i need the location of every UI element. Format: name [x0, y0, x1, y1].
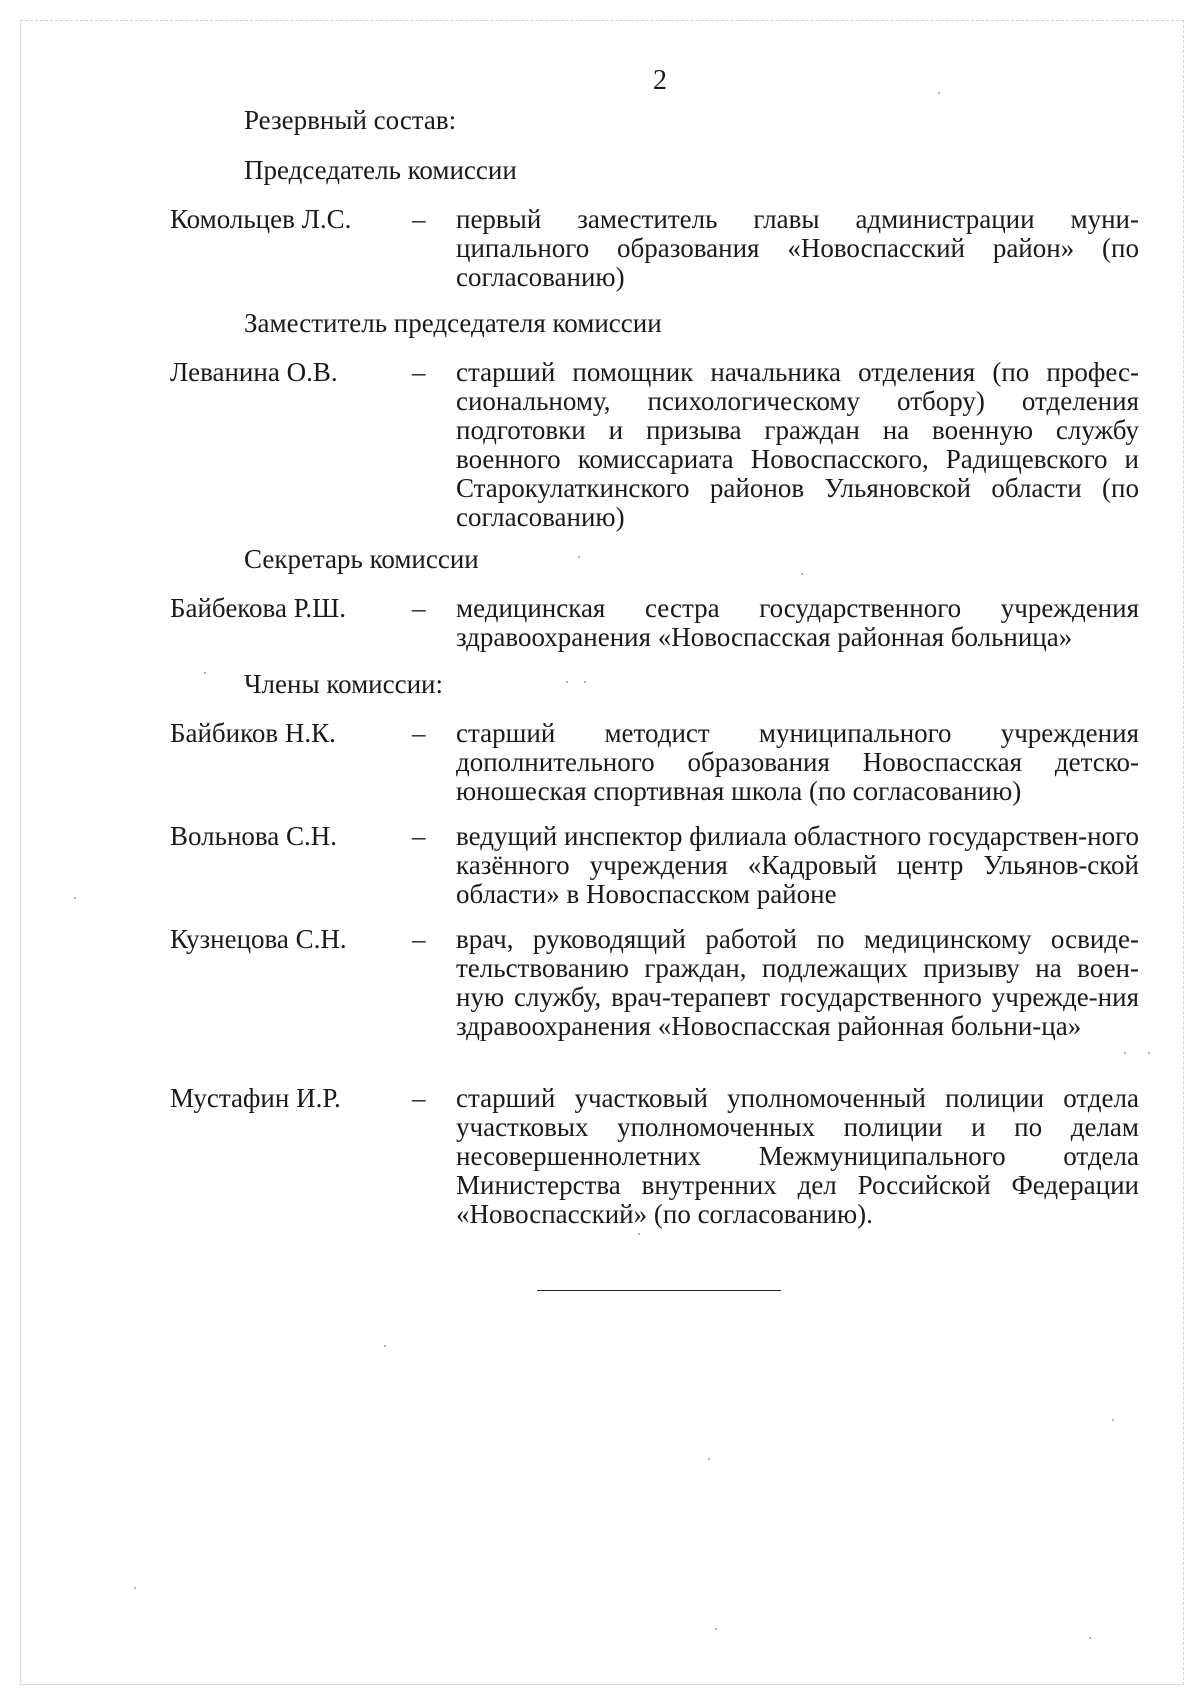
member-description: старший методист муниципального учреждения дополнительного образования Новоспасская детско-юношеская спортивная школа (по согласованию)	[456, 718, 1139, 806]
member-description: ведущий инспектор филиала областного государствен-ного казённого учреждения «Кадровый центр Ульянов-ской области» в Новоспасском районе	[456, 821, 1139, 909]
member-description: врач, руководящий работой по медицинскому освиде-тельствованию граждан, подлежащих призыву на воен-ную службу, врач-терапевт государственного учрежде-ния здравоохранения «Новоспасская районная больни-ца»	[456, 924, 1139, 1041]
scan-speck	[584, 681, 586, 683]
dash: –	[412, 593, 426, 623]
dash: –	[412, 204, 426, 234]
secretary-heading: Секретарь комиссии	[244, 544, 479, 574]
dash: –	[412, 821, 426, 851]
scan-speck	[938, 92, 940, 94]
scan-speck	[204, 672, 206, 674]
member-name: Кузнецова С.Н.	[170, 924, 347, 954]
scan-speck	[715, 1628, 717, 1630]
scan-speck	[74, 897, 76, 899]
scan-speck	[801, 573, 803, 575]
scan-speck	[708, 1458, 710, 1460]
scan-speck	[1089, 1637, 1091, 1639]
dash: –	[412, 924, 426, 954]
end-rule	[537, 1290, 781, 1291]
member-name: Вольнова С.Н.	[170, 821, 338, 851]
member-name: Мустафин И.Р.	[170, 1083, 341, 1113]
member-name: Байбекова Р.Ш.	[170, 593, 347, 623]
scan-speck	[1148, 1052, 1150, 1054]
scan-speck	[566, 681, 568, 683]
scan-speck	[578, 556, 580, 558]
scan-speck	[1124, 1052, 1126, 1054]
member-name: Байбиков Н.К.	[170, 718, 336, 748]
dash: –	[412, 718, 426, 748]
dash: –	[412, 357, 426, 387]
member-name: Комольцев Л.С.	[170, 204, 352, 234]
deputy-heading: Заместитель председателя комиссии	[244, 308, 662, 338]
member-name: Леванина О.В.	[170, 357, 338, 387]
scan-speck	[134, 1587, 136, 1589]
members-heading: Члены комиссии:	[244, 669, 443, 699]
chairman-heading: Председатель комиссии	[244, 155, 517, 185]
scan-speck	[638, 1233, 640, 1235]
scan-speck	[1112, 1419, 1114, 1421]
member-description: старший участковый уполномоченный полиции отдела участковых уполномоченных полиции и по делам несовершеннолетних Межмуниципального отдела Министерства внутренних дел Российской Федерации «Новоспасский» (по согласованию).	[456, 1083, 1139, 1229]
reserve-heading: Резервный состав:	[244, 105, 457, 135]
scan-speck	[384, 1345, 386, 1347]
member-description: первый заместитель главы администрации муни-ципального образования «Новоспасский район» (по согласованию)	[456, 204, 1139, 292]
dash: –	[412, 1083, 426, 1113]
member-description: медицинская сестра государственного учреждения здравоохранения «Новоспасская районная больница»	[456, 593, 1139, 652]
page-number: 2	[653, 65, 667, 96]
member-description: старший помощник начальника отделения (по профес-сиональному, психологическому отбору) отделения подготовки и призыва граждан на военную службу военного комиссариата Новоспасского, Радищевского и Старокулаткинского районов Ульяновской области (по согласованию)	[456, 357, 1139, 532]
